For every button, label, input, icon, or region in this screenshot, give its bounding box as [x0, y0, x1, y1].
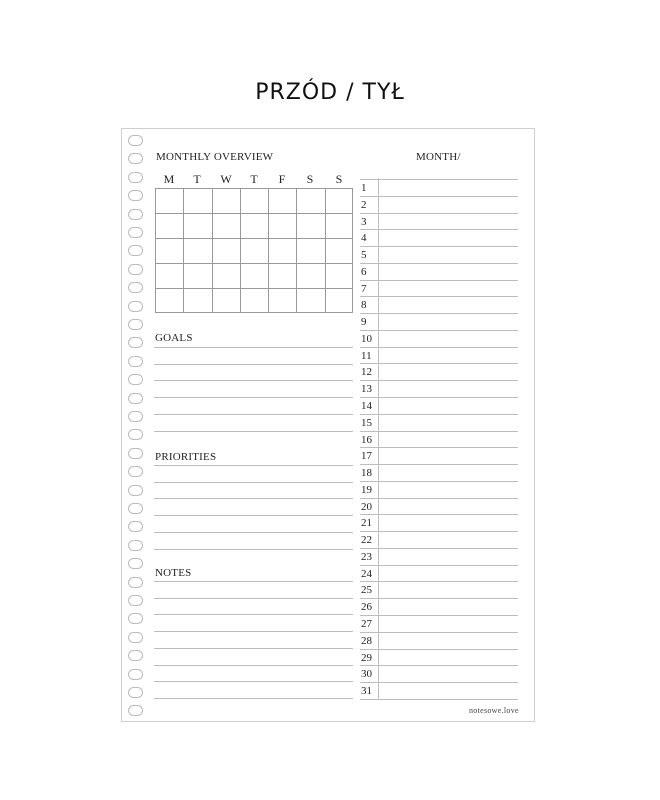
binder-hole: [128, 503, 143, 514]
day-line: [360, 682, 518, 683]
day-line: [360, 615, 518, 616]
priorities-label: PRIORITIES: [155, 451, 217, 463]
priorities-line: [154, 465, 353, 466]
footer-brand: notesowe.love: [469, 706, 519, 715]
day-number: 1: [361, 182, 367, 194]
day-number: 16: [361, 433, 372, 446]
day-number: 21: [361, 517, 372, 530]
goals-line: [154, 397, 353, 398]
notes-line: [154, 665, 353, 666]
day-number: 29: [361, 651, 372, 664]
day-number: 11: [361, 349, 372, 362]
day-number: 2: [361, 198, 367, 211]
calendar-row-line: [156, 288, 352, 289]
goals-line: [154, 347, 353, 348]
notes-line: [154, 681, 353, 682]
notes-label: NOTES: [155, 567, 192, 579]
notes-line: [154, 581, 353, 582]
day-number: 20: [361, 500, 372, 513]
notes-line: [154, 631, 353, 632]
binder-hole: [128, 153, 143, 164]
calendar-row-line: [156, 238, 352, 239]
day-line: [360, 699, 518, 700]
binder-hole: [128, 687, 143, 698]
day-line: [360, 296, 518, 297]
day-line: [360, 447, 518, 448]
priorities-line: [154, 532, 353, 533]
notes-line: [154, 598, 353, 599]
day-line: [360, 213, 518, 214]
day-number: 30: [361, 668, 372, 681]
binder-hole: [128, 190, 143, 201]
day-number: 27: [361, 618, 372, 631]
day-number: 17: [361, 450, 372, 463]
calendar-column-line: [296, 189, 297, 312]
day-number: 25: [361, 584, 372, 597]
calendar-column-line: [240, 189, 241, 312]
goals-line: [154, 431, 353, 432]
notes-line: [154, 614, 353, 615]
binder-hole: [128, 209, 143, 220]
binder-hole: [128, 356, 143, 367]
calendar-row-line: [156, 213, 352, 214]
weekday-sunday: S: [335, 172, 343, 186]
day-line: [360, 280, 518, 281]
monthly-overview-label: MONTHLY OVERVIEW: [156, 151, 274, 163]
binder-hole: [128, 429, 143, 440]
day-number: 7: [361, 282, 367, 295]
binder-hole: [128, 227, 143, 238]
day-line: [360, 196, 518, 197]
day-line: [360, 464, 518, 465]
binder-hole: [128, 632, 143, 643]
day-number: 23: [361, 550, 372, 563]
binder-hole: [128, 337, 143, 348]
day-line: [360, 649, 518, 650]
day-line: [360, 498, 518, 499]
calendar-column-line: [325, 189, 326, 312]
day-number: 14: [361, 400, 372, 412]
day-line: [360, 229, 518, 230]
day-number: 31: [361, 685, 372, 698]
weekday-thursday: T: [250, 172, 258, 186]
day-number: 6: [361, 265, 367, 278]
day-number: 5: [361, 249, 367, 262]
weekday-friday: F: [278, 172, 286, 186]
day-number: 26: [361, 601, 372, 614]
binder-hole: [128, 613, 143, 624]
day-list-top-line: [360, 179, 518, 180]
day-line: [360, 347, 518, 348]
goals-label: GOALS: [155, 332, 193, 344]
binder-hole: [128, 264, 143, 275]
binder-hole: [128, 393, 143, 404]
day-line: [360, 632, 518, 633]
binder-hole: [128, 411, 143, 422]
day-line: [360, 581, 518, 582]
day-line: [360, 431, 518, 432]
binder-holes: [128, 135, 144, 725]
day-number-divider: [378, 178, 379, 699]
binder-hole: [128, 245, 143, 256]
binder-hole: [128, 540, 143, 551]
priorities-line: [154, 515, 353, 516]
day-number: 24: [361, 567, 372, 580]
priorities-line: [154, 498, 353, 499]
weekday-saturday: S: [306, 172, 314, 186]
day-number: 9: [361, 316, 367, 329]
calendar-column-line: [212, 189, 213, 312]
day-number: 3: [361, 215, 367, 228]
binder-hole: [128, 595, 143, 606]
day-line: [360, 514, 518, 515]
day-line: [360, 380, 518, 381]
notes-line: [154, 648, 353, 649]
page-title: PRZÓD / TYŁ: [255, 80, 405, 105]
binder-hole: [128, 558, 143, 569]
weekday-monday: M: [163, 172, 175, 186]
binder-hole: [128, 669, 143, 680]
day-number: 15: [361, 416, 372, 429]
binder-hole: [128, 466, 143, 477]
weekday-wednesday: W: [220, 172, 232, 186]
binder-hole: [128, 448, 143, 459]
day-line: [360, 665, 518, 666]
goals-line: [154, 414, 353, 415]
month-label: MONTH/: [416, 151, 461, 163]
binder-hole: [128, 282, 143, 293]
day-line: [360, 531, 518, 532]
notes-line: [154, 698, 353, 699]
binder-hole: [128, 172, 143, 183]
day-line: [360, 548, 518, 549]
day-line: [360, 414, 518, 415]
goals-line: [154, 380, 353, 381]
calendar-column-line: [268, 189, 269, 312]
day-line: [360, 481, 518, 482]
goals-line: [154, 364, 353, 365]
priorities-line: [154, 482, 353, 483]
binder-hole: [128, 485, 143, 496]
day-number: 8: [361, 299, 367, 312]
binder-hole: [128, 319, 143, 330]
day-number: 19: [361, 483, 372, 496]
binder-hole: [128, 374, 143, 385]
day-line: [360, 330, 518, 331]
calendar-column-line: [183, 189, 184, 312]
day-line: [360, 363, 518, 364]
binder-hole: [128, 135, 143, 146]
day-line: [360, 246, 518, 247]
day-line: [360, 565, 518, 566]
day-line: [360, 397, 518, 398]
day-number: 12: [361, 366, 372, 379]
day-number: 4: [361, 232, 367, 245]
day-line: [360, 598, 518, 599]
weekday-header: [155, 172, 353, 186]
binder-hole: [128, 705, 143, 716]
day-line: [360, 313, 518, 314]
binder-hole: [128, 650, 143, 661]
day-number: 28: [361, 634, 372, 647]
day-number: 10: [361, 332, 372, 345]
weekday-tuesday: T: [193, 172, 201, 186]
day-number: 13: [361, 383, 372, 396]
calendar-row-line: [156, 263, 352, 264]
day-line: [360, 263, 518, 264]
priorities-line: [154, 549, 353, 550]
binder-hole: [128, 577, 143, 588]
binder-hole: [128, 301, 143, 312]
day-number: 22: [361, 534, 372, 547]
day-number: 18: [361, 467, 372, 480]
calendar-grid: [155, 188, 353, 313]
binder-hole: [128, 521, 143, 532]
